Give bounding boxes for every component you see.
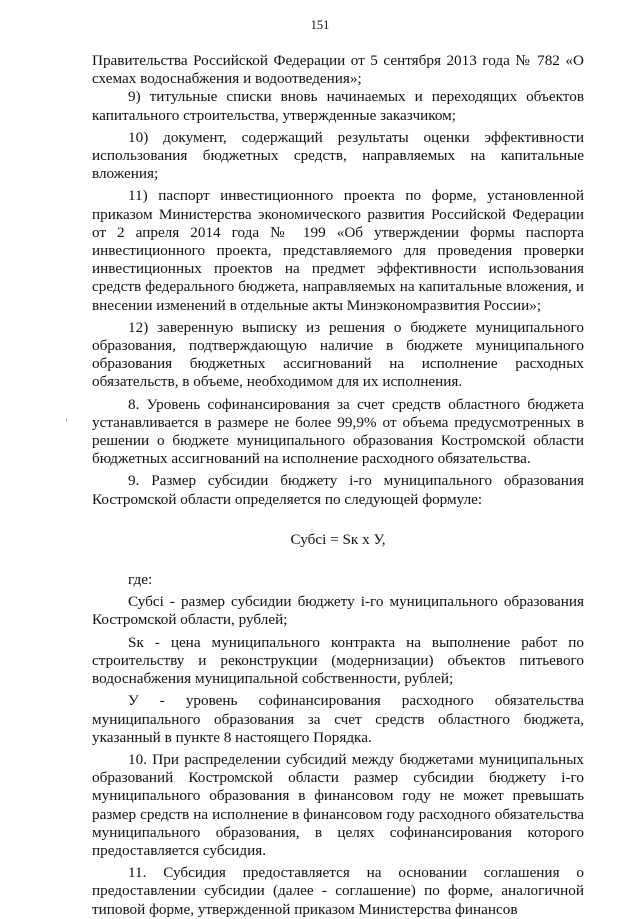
- paragraph-continuation: Правительства Российской Федерации от 5 сентября 2013 года № 782 «О схемах водоснабжения и водоотведения»;: [92, 52, 584, 88]
- formula-where: где:: [128, 571, 153, 589]
- paragraph-item-11: 11) паспорт инвестиционного проекта по форме, установленной приказом Министерства экономического развития Российской Федерации от 2 апреля 2014 года № 199 «Об утверждении формы паспорта инвестиционного проекта, представляемого для проведения проверки инвестиционных проектов на предмет эффективности использования средств федерального бюджета, направляемых на капитальные вложения, и внесении изменений в отдельные акты Минэкономразвития России»;: [92, 187, 584, 314]
- formula: Субсi = Sк х У,: [290, 530, 386, 548]
- paragraph-clause-11: 11. Субсидия предоставляется на основании соглашения о предоставлении субсидии (далее - соглашение) по форме, аналогичной типовой форме, утвержденной приказом Министерства финансов: [92, 864, 584, 918]
- paragraph-item-10: 10) документ, содержащий результаты оценки эффективности использования бюджетных средств, направляемых на капитальные вложения;: [92, 128, 584, 183]
- paragraph-clause-9: 9. Размер субсидии бюджету i-го муниципального образования Костромской области определяется по следующей формуле:: [92, 472, 584, 508]
- definition-subs: Субсi - размер субсидии бюджету i-го муниципального образования Костромской области, рублей;: [92, 593, 584, 629]
- scan-artifact: [66, 418, 67, 422]
- paragraph-clause-10: 10. При распределении субсидий между бюджетами муниципальных образований Костромской области размер субсидии бюджету i-го муниципального образования в финансовом году не может превышать размер средств на исполнение в финансовом году расходного обязательства муниципального образования, в целях софинансирования которого предоставляется субсидия.: [92, 750, 584, 859]
- definition-u: У - уровень софинансирования расходного обязательства муниципального образования за счет средств областного бюджета, указанный в пункте 8 настоящего Порядка.: [92, 692, 584, 746]
- document-body: [92, 52, 584, 919]
- paragraph-clause-8: 8. Уровень софинансирования за счет средств областного бюджета устанавливается в размере не более 99,9% от объема предусмотренных в решении о бюджете муниципального образования Костромской области бюджетных ассигнований на исполнение расходного обязательства.: [92, 395, 584, 468]
- paragraph-item-9: 9) титульные списки вновь начинаемых и переходящих объектов капитального строительства, утвержденные заказчиком;: [92, 88, 584, 124]
- paragraph-item-12: 12) заверенную выписку из решения о бюджете муниципального образования, подтверждающую наличие в бюджете муниципального образования бюджетных ассигнований на исполнение расходных обязательств, в объеме, необходимом для их исполнения.: [92, 318, 584, 391]
- definition-sk: Sк - цена муниципального контракта на выполнение работ по строительству и реконструкции (модернизации) объектов питьевого водоснабжения муниципальной собственности, рублей;: [92, 633, 584, 688]
- page-number: 151: [310, 18, 330, 32]
